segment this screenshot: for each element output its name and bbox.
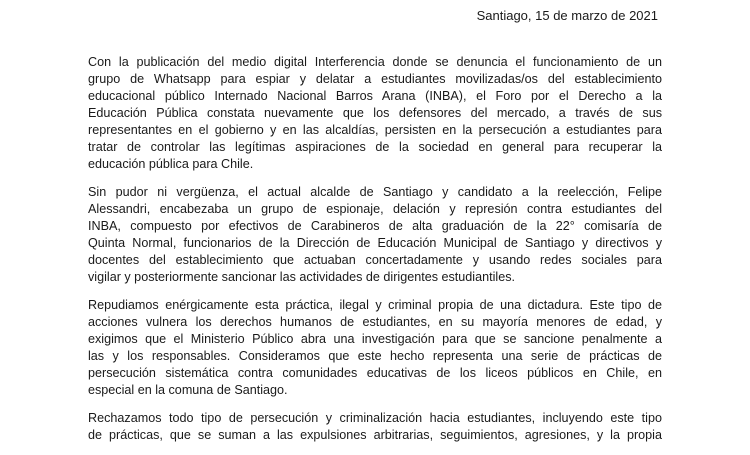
- paragraph-line: vigilar y posteriormente sancionar las actividades de dirigentes estudiantiles.: [88, 270, 516, 284]
- paragraph-line: Educación Pública constata nuevamente que los defensores del mercado, a través de sus: [88, 106, 662, 120]
- paragraph-line: grupo de Whatsapp para espiar y delatar a estudiantes movilizadas/os del establecimiento: [88, 72, 662, 86]
- paragraph-line: docentes del establecimiento que actuaban concertadamente y usando redes sociales para: [88, 253, 662, 267]
- paragraph-line: especial en la comuna de Santiago.: [88, 383, 288, 397]
- paragraph-line: representantes en el gobierno y en las alcaldías, persisten en la persecución a estudiantes para: [88, 123, 662, 137]
- paragraph-line: INBA, compuesto por efectivos de Carabineros de alta graduación de la 22° comisaría de: [88, 219, 662, 233]
- paragraph-1: [88, 54, 662, 173]
- paragraph-line: exigimos que el Ministerio Público abra una investigación para que se sancione penalmente a: [88, 332, 662, 346]
- paragraph-3: [88, 297, 662, 399]
- paragraph-line: de prácticas, que se suman a las expulsiones arbitrarias, seguimientos, agresiones, y la propia: [88, 428, 662, 442]
- paragraph-line: Rechazamos todo tipo de persecución y criminalización hacia estudiantes, incluyendo este tipo: [88, 411, 662, 425]
- paragraph-line: Repudiamos enérgicamente esta práctica, ilegal y criminal propia de una dictadura. Este tipo de: [88, 298, 662, 312]
- paragraph-2: [88, 184, 662, 286]
- paragraph-line: las y los responsables. Consideramos que este hecho representa una serie de prácticas de: [88, 349, 662, 363]
- paragraph-line: Quinta Normal, funcionarios de la Dirección de Educación Municipal de Santiago y directivos y: [88, 236, 662, 250]
- paragraph-line: educación pública para Chile.: [88, 157, 254, 171]
- paragraph-line: acciones vulnera los derechos humanos de estudiantes, en su mayoría menores de edad, y: [88, 315, 662, 329]
- paragraph-line: Alessandri, encabezaba un grupo de espionaje, delación y represión contra estudiantes del: [88, 202, 662, 216]
- paragraph-line: Con la publicación del medio digital Interferencia donde se denuncia el funcionamiento de un: [88, 55, 662, 69]
- paragraph-line: Sin pudor ni vergüenza, el actual alcalde de Santiago y candidato a la reelección, Felipe: [88, 185, 662, 199]
- paragraph-line: educacional público Internado Nacional Barros Arana (INBA), el Foro por el Derecho a la: [88, 89, 662, 103]
- paragraph-line: tratar de controlar las legítimas aspiraciones de la sociedad en general para recuperar la: [88, 140, 662, 154]
- document-body: [88, 54, 662, 455]
- paragraph-line: persecución sistemática contra comunidades educativas de los liceos públicos en Chile, en: [88, 366, 662, 380]
- paragraph-4: [88, 410, 662, 444]
- document-date: Santiago, 15 de marzo de 2021: [476, 8, 658, 23]
